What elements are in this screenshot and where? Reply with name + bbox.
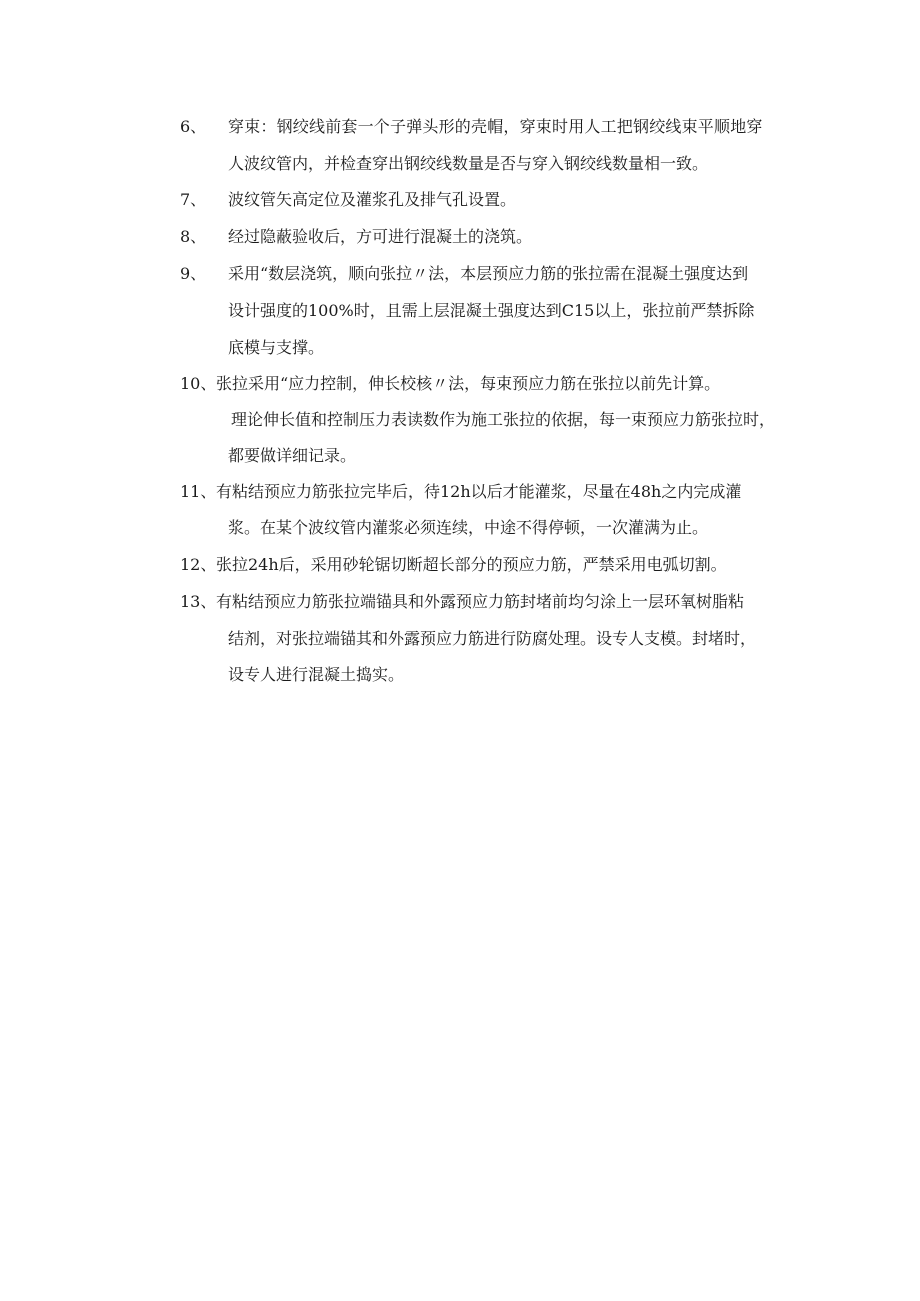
item-text-line: 波纹管矢高定位及灌浆孔及排气孔设置。: [228, 190, 517, 209]
item-text-line: 穿束：钢绞线前套一个子弹头形的壳帽，穿束时用人工把钢绞线束平顺地穿: [228, 117, 763, 136]
item-text-line: 设计强度的100%时，且需上层混凝土强度达到C15以上，张拉前严禁拆除: [228, 301, 755, 320]
item-text-line: 结剂，对张拉端锚其和外露预应力筋进行防腐处理。设专人支模。封堵时，: [228, 629, 757, 648]
item-number: 11、: [180, 482, 217, 501]
item-number: 10、: [180, 374, 217, 393]
item-text-line: 有粘结预应力筋张拉完毕后，待12h以后才能灌浆，尽量在48h之内完成灌: [216, 482, 742, 501]
item-text-line: 底模与支撑。: [228, 338, 325, 357]
item-text-line: 张拉采用“应力控制，伸长校核〃法，每束预应力筋在张拉以前先计算。: [216, 374, 721, 393]
item-text-line: 理论伸长值和控制压力表读数作为施工张拉的依据，每一束预应力筋张拉时，: [231, 410, 776, 429]
item-number: 6、: [180, 117, 207, 136]
item-text-line: 都要做详细记录。: [228, 446, 357, 465]
item-text-line: 浆。在某个波纹管内灌浆必须连续，中途不得停顿，一次灌满为止。: [228, 518, 709, 537]
item-number: 9、: [180, 264, 207, 283]
item-text-line: 张拉24h后，采用砂轮锯切断超长部分的预应力筋，严禁采用电弧切割。: [216, 555, 727, 574]
item-number: 13、: [180, 592, 217, 611]
item-number: 8、: [180, 227, 207, 246]
item-text-line: 采用“数层浇筑，顺向张拉〃法，本层预应力筋的张拉需在混凝土强度达到: [228, 264, 749, 283]
item-text-line: 经过隐蔽验收后，方可进行混凝土的浇筑。: [228, 227, 533, 246]
item-text-line: 人波纹管内，并检查穿出钢绞线数量是否与穿入钢绞线数量相一致。: [228, 154, 709, 173]
item-text-line: 有粘结预应力筋张拉端锚具和外露预应力筋封堵前均匀涂上一层环氧树脂粘: [216, 592, 745, 611]
item-text-line: 设专人进行混凝土捣实。: [228, 665, 405, 684]
item-number: 7、: [180, 190, 207, 209]
item-number: 12、: [180, 555, 217, 574]
